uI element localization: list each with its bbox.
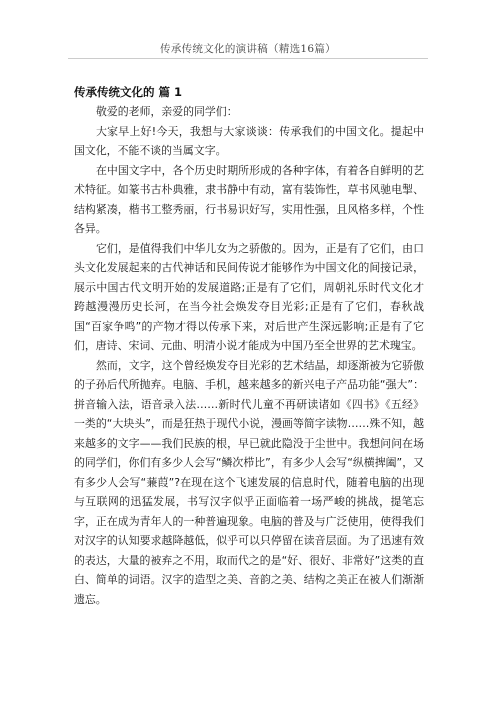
paragraph: 然而，文字，这个曾经焕发夺目光彩的艺术结晶，却逐渐被为它骄傲的子孙后代所抛弃。电脑、手机，越来越多的新兴电子产品功能“强大”：拼音输入法，语音录入法……新时代儿童不再研读诸如《四书》《五经》一类的“大块头”，而是狂热于现代小说，漫画等简字读物……殊不知，越来越多的文字——我们民族的根，早已就此隐没于尘世中。我想问问在场的同学们，你们有多少人会写“鳞次栉比”，有多少人会写“纵横捭阖”，又有多少人会写“蒹葭”?在现在这个飞速发展的信息时代，随着电脑的出现与互联网的迅猛发展，书写汉字似乎正面临着一场严峻的挑战，提笔忘字，正在成为青年人的一种普遍现象。电脑的普及与广泛使用，使得我们对汉字的认知要求越降越低，似乎可以只停留在读音层面。为了迅速有效的表达，大量的被弃之不用，取而代之的是“好、很好、非常好”这类的直白、简单的词语。汉字的造型之美、音韵之美、结构之美正在被人们渐渐遗忘。 <box>74 358 424 606</box>
section-title: 传承传统文化的 篇 1 <box>74 85 183 99</box>
page-header-title: 传承传统文化的演讲稿（精选16篇） <box>160 43 336 55</box>
paragraph: 敬爱的老师，亲爱的同学们： <box>96 105 238 118</box>
paragraph: 大家早上好!今天，我想与大家谈谈：传承我们的中国文化。提起中国文化，不能不谈的当属文字。 <box>74 124 424 157</box>
article-body <box>74 102 424 609</box>
paragraph: 在中国文字中，各个历史时期所形成的各种字体，有着各自鲜明的艺术特征。如篆书古朴典雅，隶书静中有动，富有装饰性，草书风驰电掣、结构紧凑，楷书工整秀丽，行书易识好写，实用性强，且风格多样，个性各异。 <box>74 163 424 235</box>
header-divider <box>68 58 428 59</box>
paragraph: 它们，是值得我们中华儿女为之骄傲的。因为，正是有了它们，由口头文化发展起来的古代神话和民间传说才能够作为中国文化的间接记录，展示中国古代文明开始的发展道路;正是有了它们，周朝礼乐时代文化才跨越漫漫历史长河，在当今社会焕发夺目光彩;正是有了它们，春秋战国“百家争鸣”的产物才得以传承下来，对后世产生深远影响;正是有了它们，唐诗、宋词、元曲、明清小说才能成为中国乃至全世界的艺术瑰宝。 <box>74 241 424 352</box>
